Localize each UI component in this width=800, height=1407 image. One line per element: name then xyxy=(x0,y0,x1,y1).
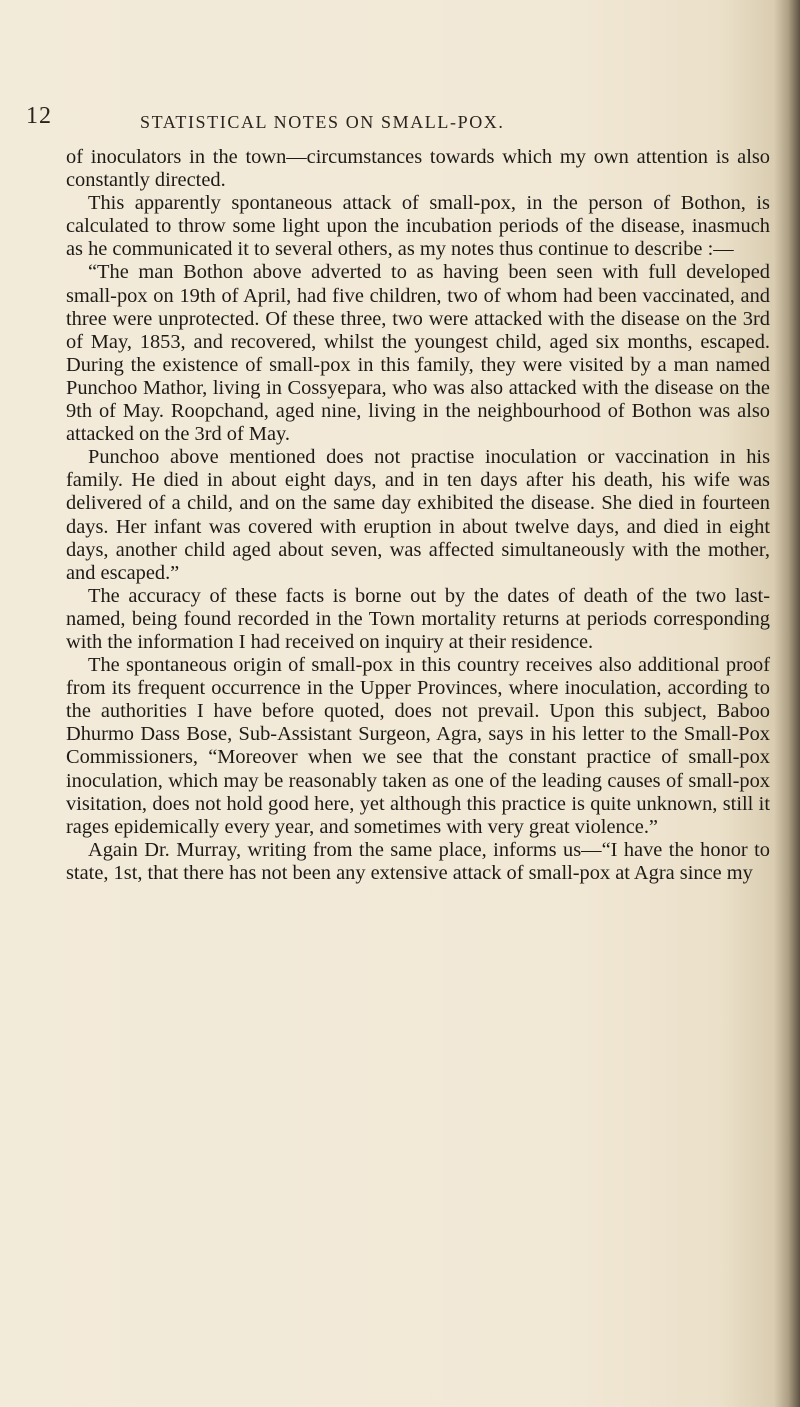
paragraph-4: Punchoo above mentioned does not practise inoculation or vaccination in his family. He died in about eight days, and in ten days after his death, his wife was delivered of a child, and on the same day exhibited the disease. She died in fourteen days. Her infant was covered with eruption in about twelve days, and died in eight days, another child aged about seven, was affected simultaneously with the mother, and escaped.” xyxy=(66,446,770,584)
paragraph-6: The spontaneous origin of small-pox in this country receives also additional proof from its frequent occurrence in the Upper Provinces, where inoculation, according to the authorities I have before quoted, does not prevail. Upon this subject, Baboo Dhurmo Dass Bose, Sub-Assistant Surgeon, Agra, says in his letter to the Small-Pox Commissioners, “Moreover when we see that the constant practice of small-pox inoculation, which may be reasonably taken as one of the leading causes of small-pox visitation, does not hold good here, yet although this practice is quite unknown, still it rages epidemically every year, and sometimes with very great violence.” xyxy=(66,654,770,838)
body-text xyxy=(66,146,770,885)
paragraph-3: “The man Bothon above adverted to as having been seen with full developed small-pox on 19th of April, had five children, two of whom had been vaccinated, and three were unprotected. Of these three, two were attacked with the disease on the 3rd of May, 1853, and recovered, whilst the youngest child, aged six months, escaped. During the existence of small-pox in this family, they were visited by a man named Punchoo Mathor, living in Cossyepara, who was also attacked with the disease on the 9th of May. Roopchand, aged nine, living in the neighbourhood of Bothon was also attacked on the 3rd of May. xyxy=(66,261,770,446)
running-head: STATISTICAL NOTES ON SMALL-POX. xyxy=(140,112,505,132)
page-edge-shadow xyxy=(774,0,800,1407)
paragraph-7: Again Dr. Murray, writing from the same place, informs us—“I have the honor to state, 1st, that there has not been any extensive attack of small-pox at Agra since my xyxy=(66,838,770,884)
paragraph-2: This apparently spontaneous attack of small-pox, in the person of Bothon, is calculated to throw some light upon the incubation periods of the disease, inasmuch as he communicated it to several others, as my notes thus continue to describe :— xyxy=(66,192,770,261)
paragraph-1: of inoculators in the town—circumstances towards which my own attention is also constantly directed. xyxy=(66,146,770,192)
paragraph-5: The accuracy of these facts is borne out by the dates of death of the two last-named, being found recorded in the Town mortality returns at periods corresponding with the information I had received on inquiry at their residence. xyxy=(66,584,770,653)
page-number: 12 xyxy=(26,103,52,129)
